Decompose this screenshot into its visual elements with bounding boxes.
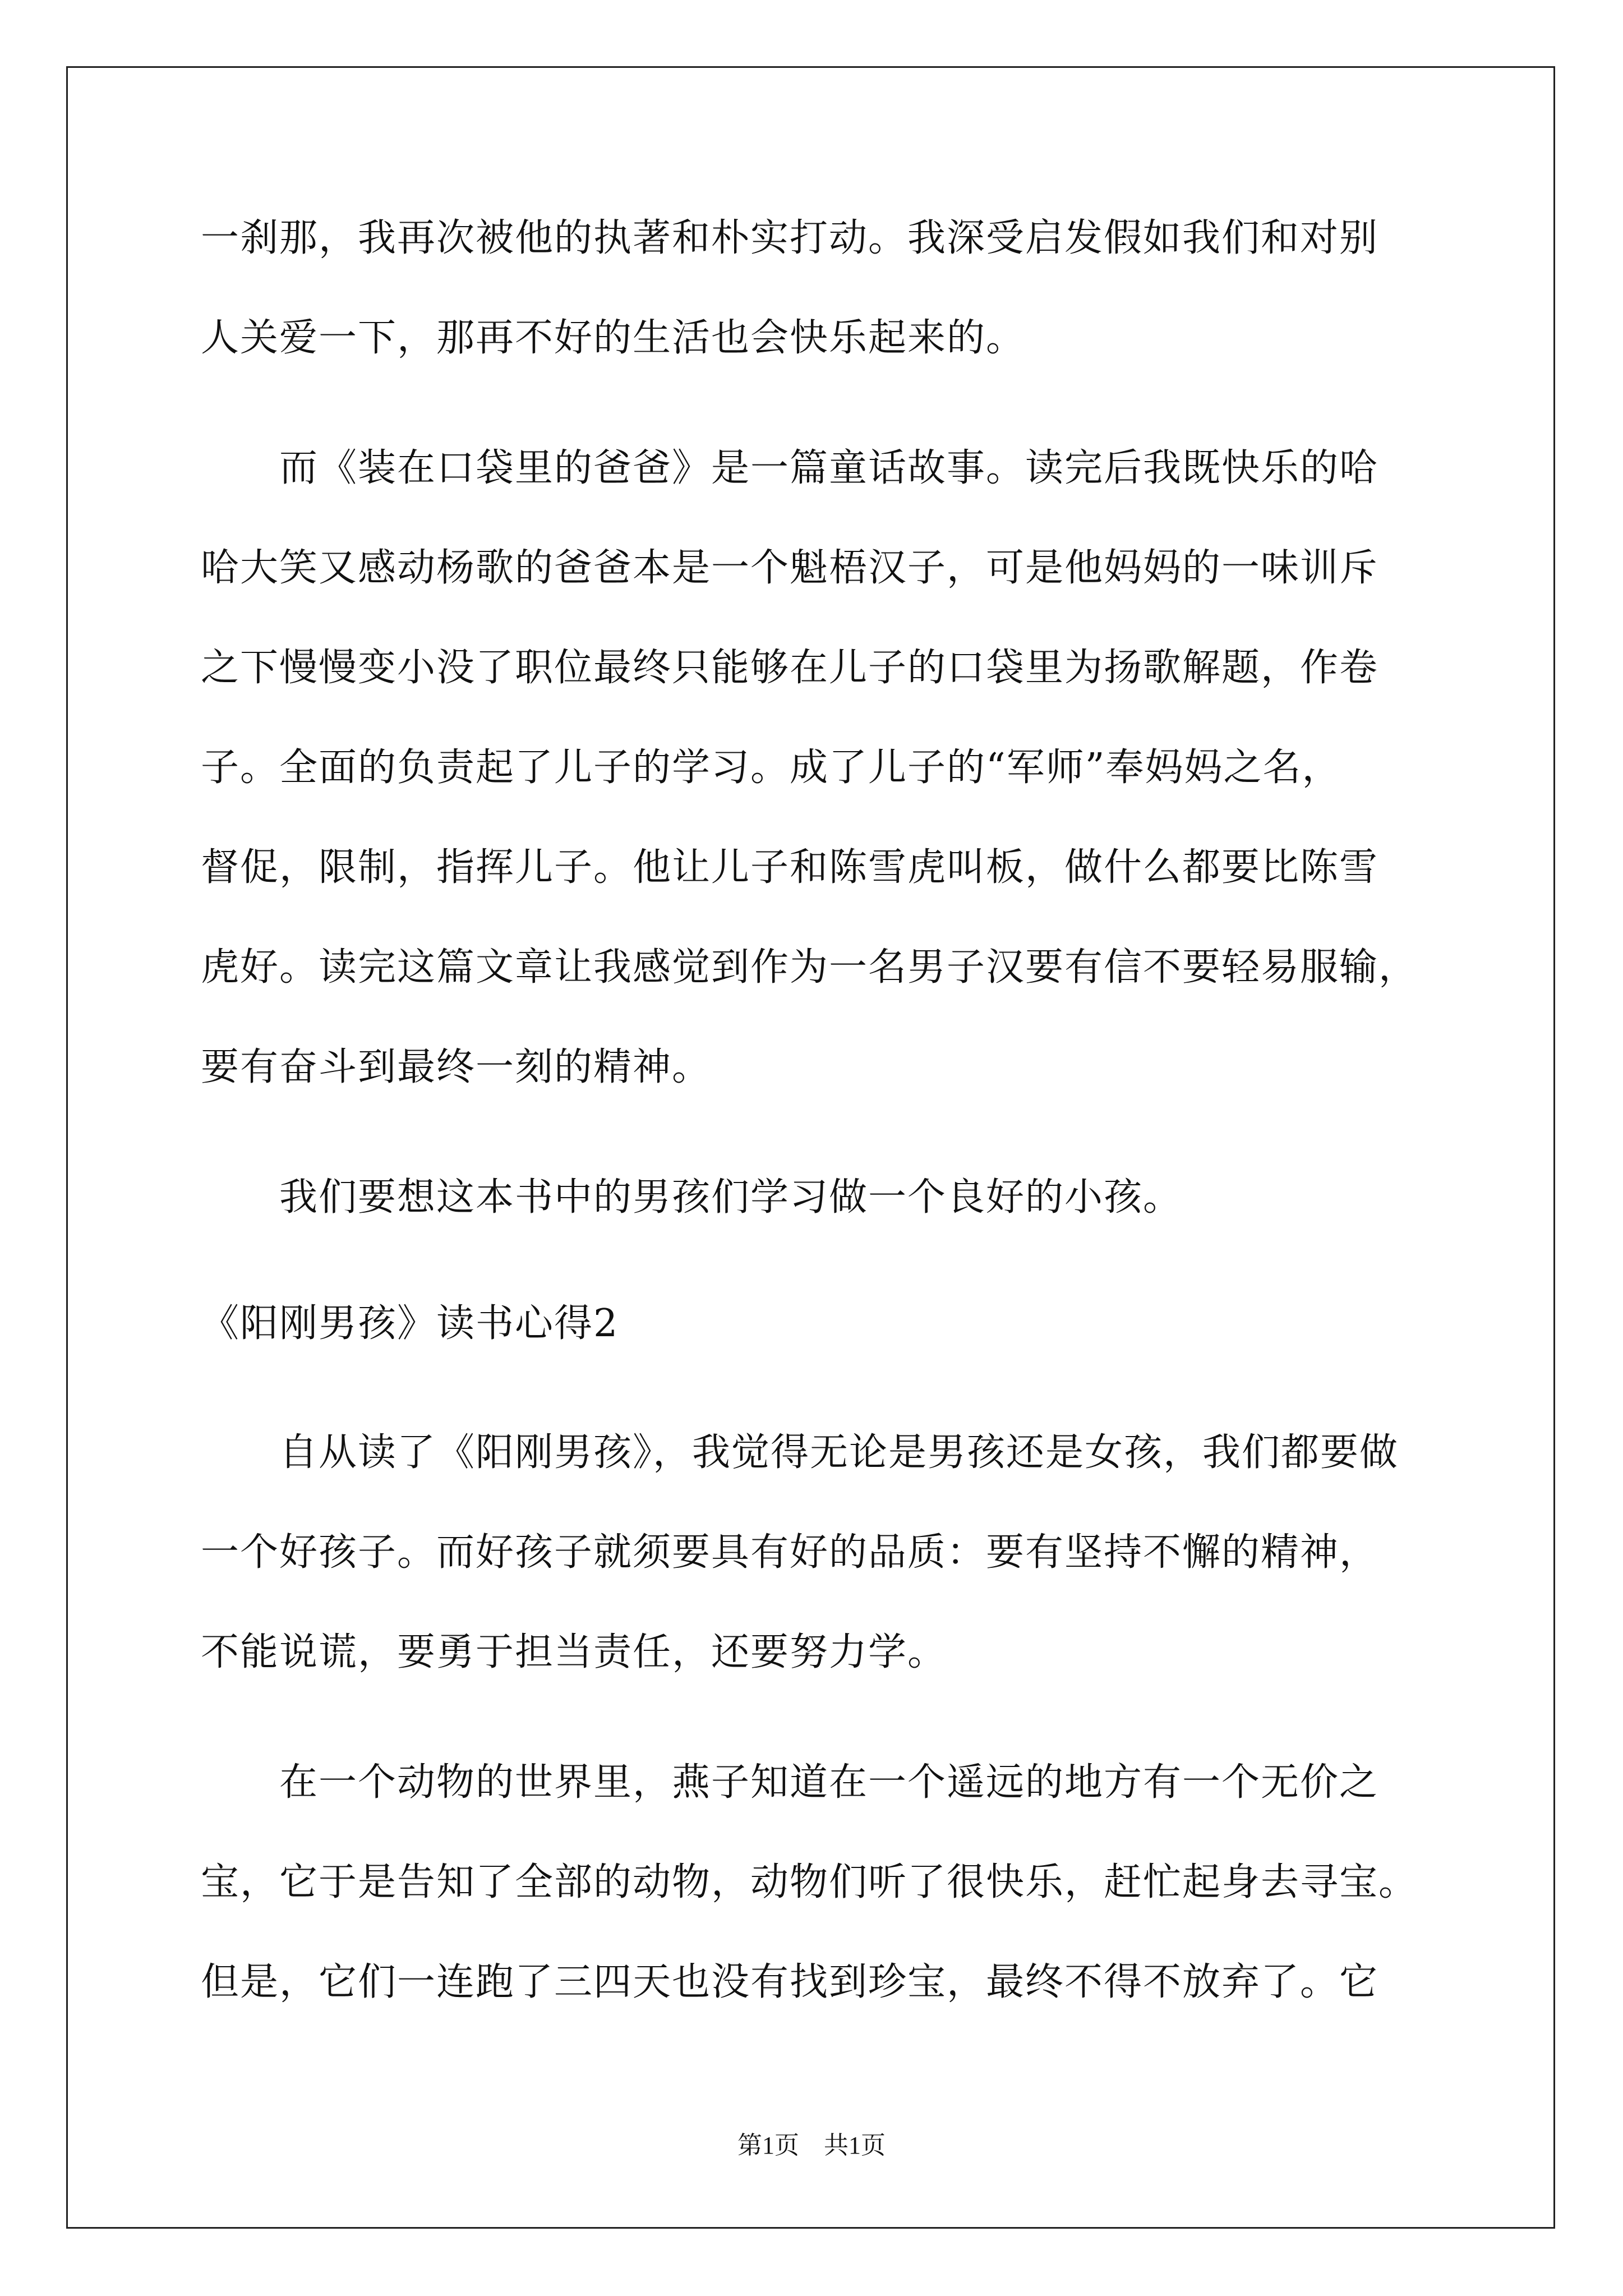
- text-line: 我们要想这本书中的男孩们学习做一个良好的小孩。: [201, 1175, 1183, 1220]
- text-line: 督促，限制，指挥儿子。他让儿子和陈雪虎叫板，做什么都要比陈雪: [201, 845, 1379, 890]
- text-line: 哈大笑又感动杨歌的爸爸本是一个魁梧汉子，可是他妈妈的一味训斥: [201, 546, 1379, 590]
- text-line: 而《装在口袋里的爸爸》是一篇童话故事。读完后我既快乐的哈: [201, 446, 1379, 490]
- text-line: 在一个动物的世界里，燕子知道在一个遥远的地方有一个无价之: [201, 1760, 1379, 1805]
- text-line: 一个好孩子。而好孩子就须要具有好的品质：要有坚持不懈的精神，: [201, 1530, 1379, 1575]
- text-line: 一刹那，我再次被他的执著和朴实打动。我深受启发假如我们和对别: [201, 216, 1379, 260]
- text-line: 不能说谎，要勇于担当责任，还要努力学。: [201, 1630, 947, 1674]
- page-number-footer: 第1页 共1页: [737, 2132, 886, 2159]
- text-line: 要有奋斗到最终一刻的精神。: [201, 1045, 712, 1089]
- text-line: 自从读了《阳刚男孩》，我觉得无论是男孩还是女孩，我们都要做: [201, 1430, 1399, 1475]
- text-line: 但是，它们一连跑了三四天也没有找到珍宝，最终不得不放弃了。它: [201, 1960, 1379, 2004]
- section-heading: 《阳刚男孩》读书心得2: [201, 1301, 619, 1346]
- text-line: 宝，它于是告知了全部的动物，动物们听了很快乐，赶忙起身去寻宝。: [201, 1860, 1418, 1904]
- text-line: 人关爱一下，那再不好的生活也会快乐起来的。: [201, 316, 1026, 360]
- text-line: 子。全面的负责起了儿子的学习。成了儿子的“军师”奉妈妈之名，: [201, 746, 1341, 790]
- text-line: 之下慢慢变小没了职位最终只能够在儿子的口袋里为扬歌解题，作卷: [201, 646, 1379, 690]
- text-line: 虎好。读完这篇文章让我感觉到作为一名男子汉要有信不要轻易服输，: [201, 945, 1418, 990]
